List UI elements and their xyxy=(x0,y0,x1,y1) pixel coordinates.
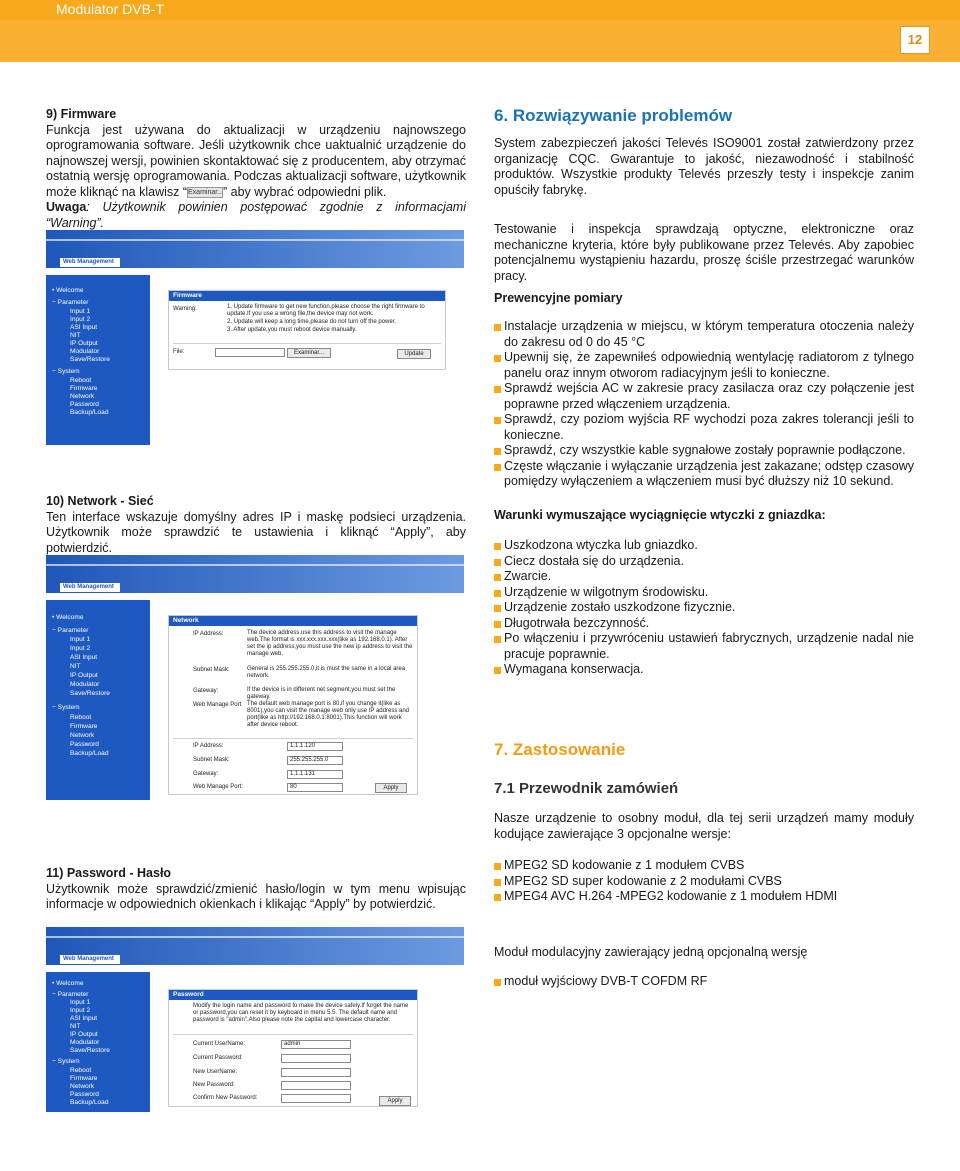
menu-input-1: Input 1 xyxy=(70,636,91,643)
document-title: Modulator DVB-T xyxy=(56,1,165,17)
webmgmt-tag: Web Management xyxy=(60,583,120,592)
webmgmt-sidebar xyxy=(46,972,150,1112)
menu-system: − System xyxy=(52,704,80,711)
network-heading: 10) Network - Sieć xyxy=(46,494,154,508)
current-password-label: Current Password: xyxy=(193,1055,243,1061)
menu-nit: NIT xyxy=(70,1023,81,1030)
menu-input-1: Input 1 xyxy=(70,999,91,1006)
menu-input-2: Input 2 xyxy=(70,316,91,323)
menu-reboot: Reboot xyxy=(70,377,92,384)
help-port-label: Web Manage Port xyxy=(193,702,242,708)
webmgmt-tag: Web Management xyxy=(60,955,120,964)
menu-modulator: Modulator xyxy=(70,1039,100,1046)
preventive-section xyxy=(494,291,914,490)
network-panel xyxy=(168,615,418,795)
webmgmt-header xyxy=(46,927,464,965)
new-password-label: New Password: xyxy=(193,1082,235,1088)
firmware-section xyxy=(46,107,466,231)
menu-input-2: Input 2 xyxy=(70,1007,91,1014)
menu-save-restore: Save/Restore xyxy=(70,356,110,363)
menu-parameter: − Parameter xyxy=(52,991,89,998)
separator xyxy=(173,343,441,344)
network-panel-title: Network xyxy=(169,616,417,626)
firmware-warning xyxy=(46,200,466,231)
firmware-panel-title: Firmware xyxy=(169,291,445,301)
menu-system: − System xyxy=(52,1058,80,1065)
firmware-body-text-1: Funkcja jest używana do aktualizacji w urządzeniu najnowszego oprogramowania software. Jeśli użytkownik chce uaktualnić urządzenie do najnowszej wersji, powinien skontaktować się z producentem, aby otrzymać ostatnią wersję oprogramowania. Podczas aktualizacji software, użytkownik może kliknąć na klawisz “ xyxy=(46,122,466,199)
help-ip-text: The device address.use this address to visit the manage web.The format is xxx.xxx.xxx.xxx(like as 192.168.0.1). After set the ip address,you must use the new ip address to visit the manage web. xyxy=(247,630,413,657)
unplug-section xyxy=(494,508,914,678)
subnet-mask-label: Subnet Mask: xyxy=(193,757,230,763)
modulation-options-list xyxy=(494,974,914,990)
list-item: Wymagana konserwacja. xyxy=(494,662,914,678)
header-line xyxy=(46,564,464,566)
menu-reboot: Reboot xyxy=(70,714,92,721)
troubleshooting-section xyxy=(494,106,914,284)
new-username-label: New UserName: xyxy=(193,1069,238,1075)
list-item: MPEG4 AVC H.264 -MPEG2 kodowanie z 1 modułem HDMI xyxy=(494,889,914,905)
menu-ip-output: IP Output xyxy=(70,672,98,679)
list-item: Zwarcie. xyxy=(494,569,914,585)
firmware-body-text-2: ” aby wybrać odpowiedni plik. xyxy=(223,184,387,199)
troubleshooting-paragraph-2: Testowanie i inspekcja sprawdzają optyczne, elektroniczne oraz mechaniczne kryteria, które były publikowane przez Televés. Aby zapobiec potencjalnemu wystąpieniu hazardu, proszę ściśle przestrzegać warunków pracy. xyxy=(494,222,914,283)
menu-firmware: Firmware xyxy=(70,723,98,730)
warning-label: Uwaga xyxy=(46,200,87,214)
firmware-body xyxy=(46,123,466,201)
order-guide-heading: 7.1 Przewodnik zamówień xyxy=(494,780,679,797)
list-item: Sprawdź, czy poziom wyjścia RF wychodzi poza zakres tolerancji jeśli to konieczne. xyxy=(494,412,914,443)
menu-network: Network xyxy=(70,393,95,400)
confirm-password-label: Confirm New Password: xyxy=(193,1095,258,1101)
gateway-label: Gateway: xyxy=(193,771,219,777)
firmware-panel xyxy=(168,290,446,370)
help-gateway-text: If the device is in different net segment,you must set the gateway. xyxy=(247,687,396,700)
menu-password: Password xyxy=(70,401,99,408)
list-item: Instalacje urządzenia w miejscu, w którym temperatura otoczenia należy do zakresu od 0 do 45 °C xyxy=(494,319,914,350)
menu-modulator: Modulator xyxy=(70,681,100,688)
list-item: Częste włączanie i wyłączanie urządzenia jest zakazane; odstęp czasowy pomiędzy wyłączeniem a włączeniem musi być dłuższy niż 10 sekund. xyxy=(494,459,914,490)
order-guide-paragraph: Nasze urządzenie to osobny moduł, dla tej serii urządzeń mamy moduły kodujące zawierające 3 opcjonalne wersje: xyxy=(494,811,914,841)
menu-backup-load: Backup/Load xyxy=(70,1099,109,1106)
apply-button[interactable]: Apply xyxy=(379,1096,411,1106)
password-panel xyxy=(168,989,418,1107)
top-bar xyxy=(0,0,960,20)
password-section xyxy=(46,866,466,913)
firmware-warning-line-3: 3. After update,you must reboot device manually. xyxy=(227,327,357,333)
examinar-button[interactable]: Examinar... xyxy=(287,348,331,358)
webmgmt-sidebar xyxy=(46,600,150,800)
menu-nit: NIT xyxy=(70,332,81,339)
ip-address-input[interactable]: 1.1.1.120 xyxy=(287,742,343,751)
list-item: Upewnij się, że zapewniłeś odpowiednią wentylację radiatorom z tylnego panelu oraz innym otworom radiacyjnym jeśli to konieczne. xyxy=(494,350,914,381)
password-screenshot xyxy=(46,927,464,1112)
menu-parameter: − Parameter xyxy=(52,627,89,634)
webmgmt-tag: Web Management xyxy=(60,258,120,267)
firmware-screenshot xyxy=(46,230,464,445)
header-line xyxy=(46,936,464,938)
network-section xyxy=(46,494,466,556)
menu-save-restore: Save/Restore xyxy=(70,1047,110,1054)
password-heading: 11) Password - Hasło xyxy=(46,866,172,880)
network-body: Ten interface wskazuje domyślny adres IP i maskę podsieci urządzenia. Użytkownik może sprawdzić te ustawienia i kliknąć “Apply”, aby potwierdzić. xyxy=(46,509,466,555)
preventive-heading: Prewencyjne pomiary xyxy=(494,291,623,305)
menu-asi-input: ASI Input xyxy=(70,654,98,661)
password-help-text: Modify the login name and password to make the device safely.If forget the name or password,you can reset it by keyboard in menu 5.5. The default name and password is "admin".Also please note the capital and lowercase character. xyxy=(193,1003,409,1023)
menu-backup-load: Backup/Load xyxy=(70,750,109,757)
subnet-mask-input[interactable]: 255.255.255.0 xyxy=(287,756,343,765)
encoder-options-list xyxy=(494,858,914,905)
application-section xyxy=(494,740,914,990)
menu-save-restore: Save/Restore xyxy=(70,690,110,697)
apply-button[interactable]: Apply xyxy=(375,783,407,793)
header-line xyxy=(46,239,464,241)
list-item: MPEG2 SD kodowanie z 1 modułem CVBS xyxy=(494,858,914,874)
examinar-inline-button: Examinar... xyxy=(188,188,224,196)
help-ip-label: IP Address: xyxy=(193,631,224,637)
list-item: Sprawdź, czy wszystkie kable sygnałowe zostały poprawnie podłączone. xyxy=(494,443,914,459)
menu-password: Password xyxy=(70,741,99,748)
firmware-warning-line-1: 1. Update firmware to get new function.please choose the right firmware to update.If you use a wrong file,the device may not work. xyxy=(227,304,425,317)
menu-welcome: • Welcome xyxy=(52,287,84,294)
separator xyxy=(173,1034,413,1035)
web-port-label: Web Manage Port: xyxy=(193,784,243,790)
help-gateway-label: Gateway: xyxy=(193,688,219,694)
troubleshooting-paragraph-1: System zabezpieczeń jakości Televés ISO9001 został zatwierdzony przez organizację CQC. Gwarantuje to jakość, niezawodność i stabilność produktów. Wszystkie produkty Televés przeszły testy i inspekcje zanim opuściły fabrykę. xyxy=(494,136,914,197)
current-password-input[interactable] xyxy=(281,1054,351,1063)
header-band xyxy=(0,20,960,62)
menu-asi-input: ASI Input xyxy=(70,324,98,331)
confirm-password-input[interactable] xyxy=(281,1094,351,1103)
new-password-input[interactable] xyxy=(281,1081,351,1090)
network-screenshot xyxy=(46,555,464,800)
menu-nit: NIT xyxy=(70,663,81,670)
separator xyxy=(173,738,413,739)
menu-asi-input: ASI Input xyxy=(70,1015,98,1022)
menu-network: Network xyxy=(70,1083,95,1090)
warning-field-label: Warning: xyxy=(173,306,197,312)
firmware-heading: 9) Firmware xyxy=(46,107,117,121)
firmware-warning-line-2: 2. Update will keep a long time,please do not turn off the power. xyxy=(227,319,396,325)
file-label: File: xyxy=(173,349,185,355)
password-panel-title: Password xyxy=(169,990,417,1000)
current-username-input[interactable]: admin xyxy=(281,1040,351,1049)
page-number: 12 xyxy=(900,26,930,54)
menu-input-2: Input 2 xyxy=(70,645,91,652)
menu-firmware: Firmware xyxy=(70,1075,98,1082)
web-port-input[interactable]: 80 xyxy=(287,783,343,792)
troubleshooting-heading: 6. Rozwiązywanie problemów xyxy=(494,106,733,125)
list-item: Uszkodzona wtyczka lub gniazdko. xyxy=(494,538,914,554)
menu-backup-load: Backup/Load xyxy=(70,409,109,416)
file-input[interactable] xyxy=(215,348,285,357)
webmgmt-header xyxy=(46,230,464,268)
webmgmt-sidebar xyxy=(46,275,150,445)
menu-network: Network xyxy=(70,732,95,739)
menu-reboot: Reboot xyxy=(70,1067,92,1074)
current-username-label: Current UserName: xyxy=(193,1041,246,1047)
list-item: Sprawdź wejścia AC w zakresie pracy zasilacza oraz czy połączenie jest poprawne przed włączeniem urządzenia. xyxy=(494,381,914,412)
update-button[interactable]: Update xyxy=(397,349,431,359)
list-item: Ciecz dostała się do urządzenia. xyxy=(494,554,914,570)
password-body: Użytkownik może sprawdzić/zmienić hasło/login w tym menu wpisując informacje w odpowiednich okienkach i klikając “Apply” by potwierdzić. xyxy=(46,881,466,911)
list-item: MPEG2 SD super kodowanie z 2 modułami CVBS xyxy=(494,874,914,890)
menu-ip-output: IP Output xyxy=(70,1031,98,1038)
menu-ip-output: IP Output xyxy=(70,340,98,347)
help-mask-label: Subnet Mask: xyxy=(193,667,230,673)
menu-password: Password xyxy=(70,1091,99,1098)
help-port-text: The default web manage port is 80,if you change it(like as 8001),you can visit the manage web only use IP address and port(like as http://192.168.0.1:8001).This function will work after device reboot. xyxy=(247,701,409,728)
webmgmt-header xyxy=(46,555,464,593)
new-username-input[interactable] xyxy=(281,1068,351,1077)
menu-input-1: Input 1 xyxy=(70,308,91,315)
gateway-input[interactable]: 1.1.1.131 xyxy=(287,770,343,779)
application-heading: 7. Zastosowanie xyxy=(494,740,626,759)
list-item: Długotrwała bezczynność. xyxy=(494,616,914,632)
warning-text: : Użytkownik powinien postępować zgodnie z informacjami “Warning”. xyxy=(46,200,466,230)
list-item: Po włączeniu i przywróceniu ustawień fabrycznych, urządzenie nadal nie pracuje poprawnie. xyxy=(494,631,914,662)
list-item: moduł wyjściowy DVB-T COFDM RF xyxy=(494,974,914,990)
help-mask-text: General is 255.255.255.0,it is must the same in a local area network. xyxy=(247,666,406,679)
list-item: Urządzenie zostało uszkodzone fizycznie. xyxy=(494,600,914,616)
preventive-list xyxy=(494,319,914,490)
modulation-module-paragraph: Moduł modulacyjny zawierający jedną opcjonalną wersję xyxy=(494,944,808,959)
menu-parameter: − Parameter xyxy=(52,299,89,306)
menu-welcome: • Welcome xyxy=(52,980,84,987)
menu-system: − System xyxy=(52,368,80,375)
menu-modulator: Modulator xyxy=(70,348,100,355)
menu-welcome: • Welcome xyxy=(52,614,84,621)
ip-address-label: IP Address: xyxy=(193,743,224,749)
unplug-list xyxy=(494,538,914,678)
menu-firmware: Firmware xyxy=(70,385,98,392)
unplug-heading: Warunki wymuszające wyciągnięcie wtyczki z gniazdka: xyxy=(494,508,826,522)
list-item: Urządzenie w wilgotnym środowisku. xyxy=(494,585,914,601)
